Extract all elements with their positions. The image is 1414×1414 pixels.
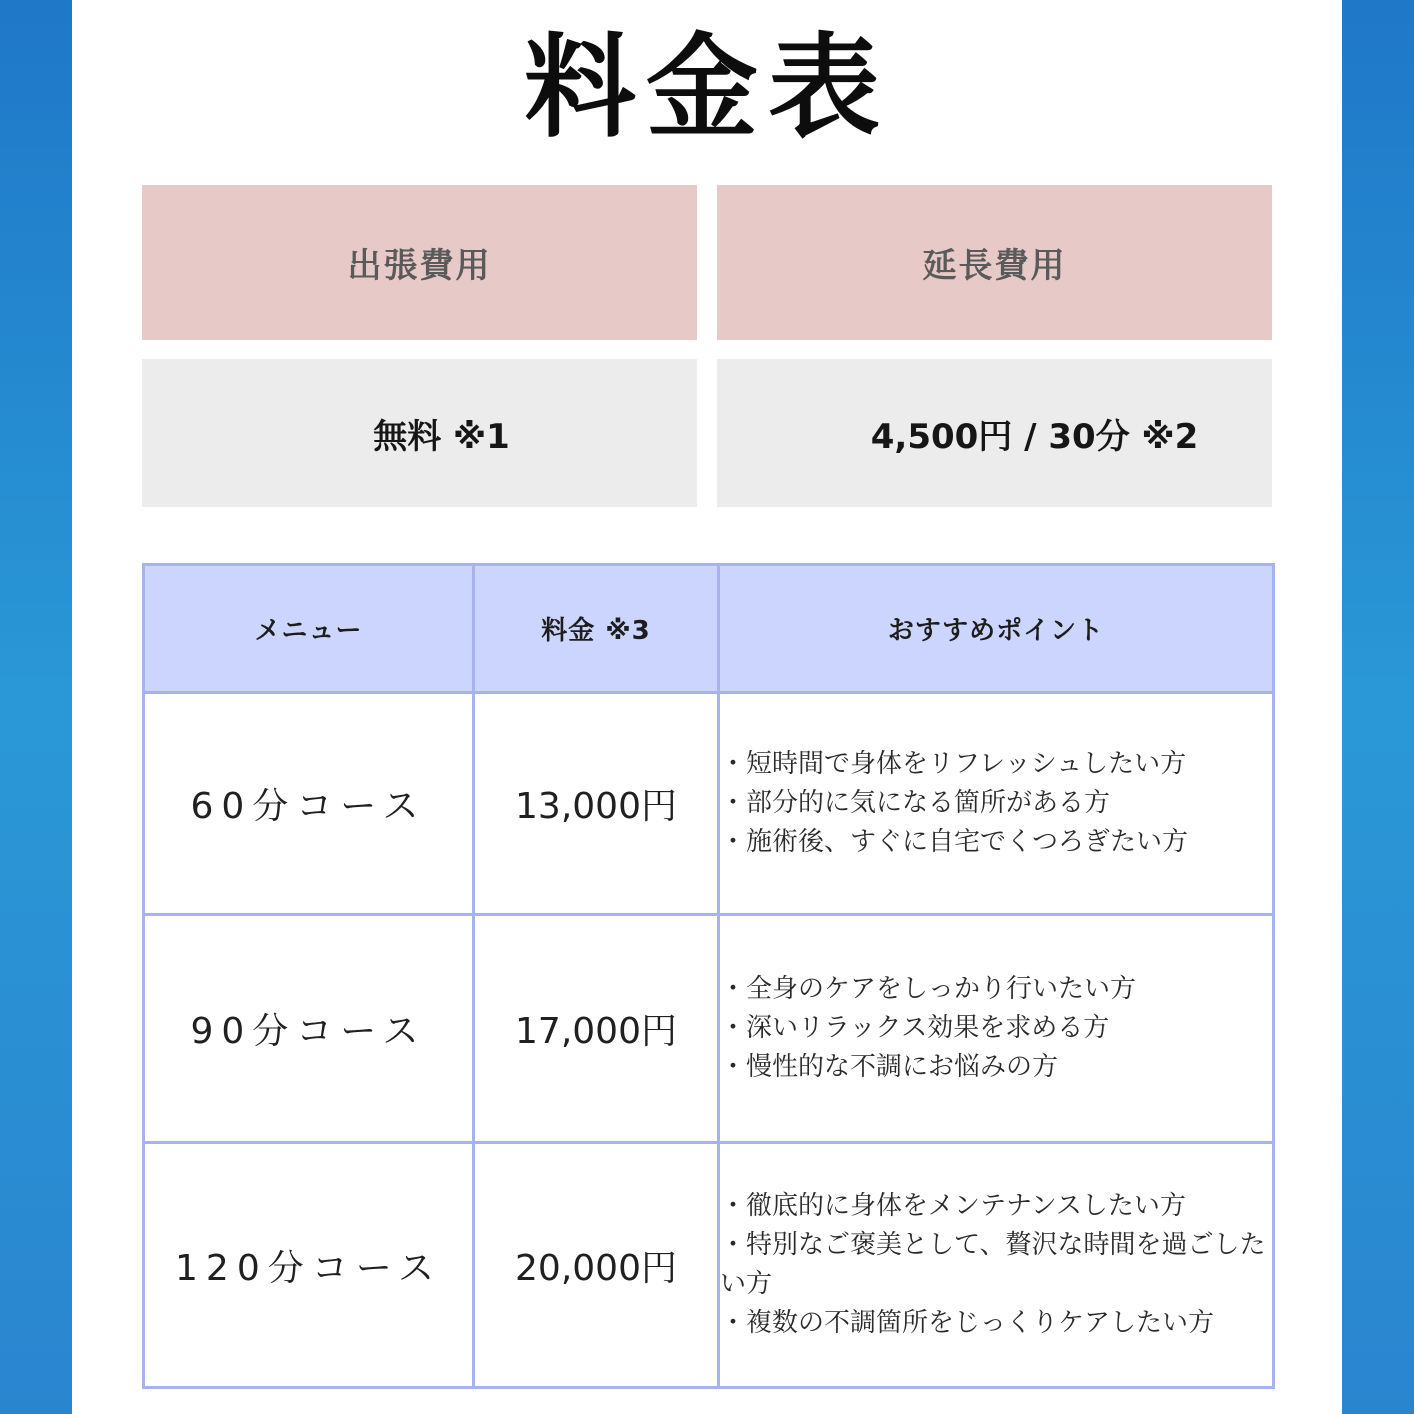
extension-fee-header <box>717 185 1272 340</box>
price-cell: 20,000円 <box>474 1143 719 1388</box>
price-sheet <box>72 0 1342 1414</box>
point-item: ・特別なご褒美として、贅沢な時間を過ごしたい方 <box>720 1230 1266 1299</box>
table-row <box>144 1143 1274 1388</box>
price-cell: 13,000円 <box>474 693 719 915</box>
travel-fee-label: 出張費用 <box>347 246 492 286</box>
table-row <box>144 693 1274 915</box>
menu-cell: 120分コース <box>144 1143 474 1388</box>
travel-fee-header <box>142 185 697 340</box>
point-item: ・深いリラックス効果を求める方 <box>720 1013 1110 1043</box>
point-item: ・徹底的に身体をメンテナンスしたい方 <box>720 1191 1186 1221</box>
header-price: 料金 ※3 <box>474 565 719 693</box>
price-cell: 17,000円 <box>474 915 719 1143</box>
extension-fee-value-box <box>717 359 1272 507</box>
point-item: ・複数の不調箇所をじっくりケアしたい方 <box>720 1308 1215 1338</box>
header-points: おすすめポイント <box>719 565 1274 693</box>
travel-fee-value-box <box>142 359 697 507</box>
points-cell <box>719 915 1274 1143</box>
point-item: ・全身のケアをしっかり行いたい方 <box>720 974 1137 1004</box>
menu-cell: 60分コース <box>144 693 474 915</box>
point-item: ・施術後、すぐに自宅でくつろぎたい方 <box>720 827 1189 857</box>
header-menu: メニュー <box>144 565 474 693</box>
extension-fee-value: 4,500円 / 30分 ※2 <box>870 416 1199 457</box>
point-item: ・慢性的な不調にお悩みの方 <box>720 1052 1059 1082</box>
table-header-row <box>144 565 1274 693</box>
page-title: 料金表 <box>524 23 890 153</box>
travel-fee-value: 無料 ※1 <box>373 416 510 457</box>
menu-cell: 90分コース <box>144 915 474 1143</box>
price-table <box>142 563 1275 1389</box>
point-item: ・短時間で身体をリフレッシュしたい方 <box>720 749 1187 779</box>
table-row <box>144 915 1274 1143</box>
points-cell <box>719 693 1274 915</box>
point-item: ・部分的に気になる箇所がある方 <box>720 788 1111 818</box>
extension-fee-label: 延長費用 <box>922 246 1067 286</box>
points-cell <box>719 1143 1274 1388</box>
